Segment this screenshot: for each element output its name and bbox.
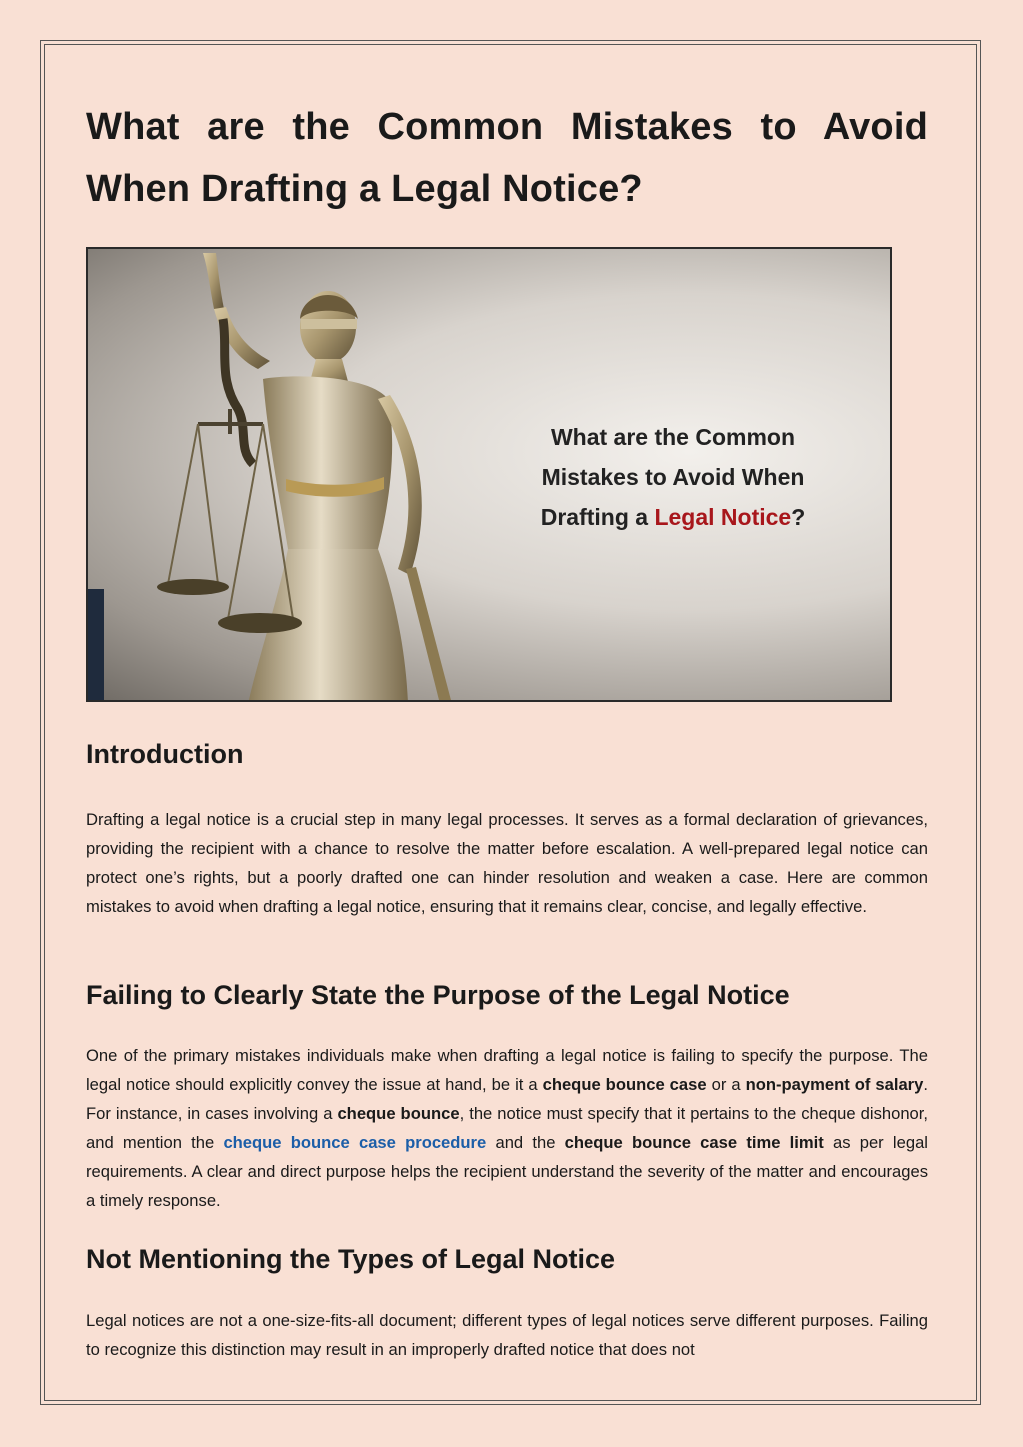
heading-purpose: Failing to Clearly State the Purpose of the Legal Notice — [86, 980, 790, 1010]
heading-introduction: Introduction — [86, 739, 244, 769]
purpose-text-4: , the notice must specify that it pertains to the cheque dishonor, and mention the — [86, 1104, 928, 1152]
hero-caption-highlight: Legal Notice — [654, 504, 792, 530]
keyword-cheque-bounce: cheque bounce — [337, 1104, 460, 1123]
paragraph-introduction: Drafting a legal notice is a crucial step in many legal processes. It serves as a formal declaration of grievances, providing the recipient with a chance to resolve the matter before escalation. A well-prepared legal notice can protect one’s rights, but a poorly drafted one can hinder resolution and weaken a case. Here are common mistakes to avoid when drafting a legal notice, ensuring that it remains clear, concise, and legally effective. — [86, 810, 928, 916]
paragraph-types: Legal notices are not a one-size-fits-all document; different types of legal notices serve different purposes. Failing to recognize this distinction may result in an improperly drafted notice that does not — [86, 1311, 928, 1359]
purpose-text-6: as per legal requirements. A clear and direct purpose helps the recipient understand the severity of the matter and encourages a timely response. — [86, 1133, 928, 1210]
purpose-text-2: or a — [706, 1075, 746, 1094]
page-title: What are the Common Mistakes to Avoid When Drafting a Legal Notice? — [86, 106, 928, 210]
keyword-cheque-bounce-case: cheque bounce case — [542, 1075, 707, 1094]
hero-caption — [508, 417, 838, 537]
purpose-text-1: One of the primary mistakes individuals make when drafting a legal notice is failing to specify the purpose. The legal notice should explicitly convey the issue at hand, be it a — [86, 1046, 928, 1094]
paragraph-purpose — [86, 1041, 928, 1215]
keyword-non-payment-of-salary: non-payment of salary — [745, 1075, 924, 1094]
hero-caption-line-1: What are the Common — [550, 424, 796, 450]
hero-caption-line-3-post: ? — [791, 504, 806, 530]
purpose-text-5: and the — [486, 1133, 565, 1152]
title-block — [86, 96, 928, 220]
purpose-text-3: . For instance, in cases involving a — [86, 1075, 928, 1123]
heading-types: Not Mentioning the Types of Legal Notice — [86, 1244, 616, 1274]
hero-caption-line-2: Mistakes to Avoid When — [541, 464, 805, 490]
hero-image — [86, 247, 892, 702]
keyword-cheque-bounce-time-limit: cheque bounce case time limit — [564, 1133, 824, 1152]
link-cheque-bounce-case-procedure[interactable]: cheque bounce case procedure — [223, 1133, 487, 1152]
hero-caption-line-3 — [508, 497, 838, 537]
hero-caption-line-3-pre: Drafting a — [540, 504, 655, 530]
